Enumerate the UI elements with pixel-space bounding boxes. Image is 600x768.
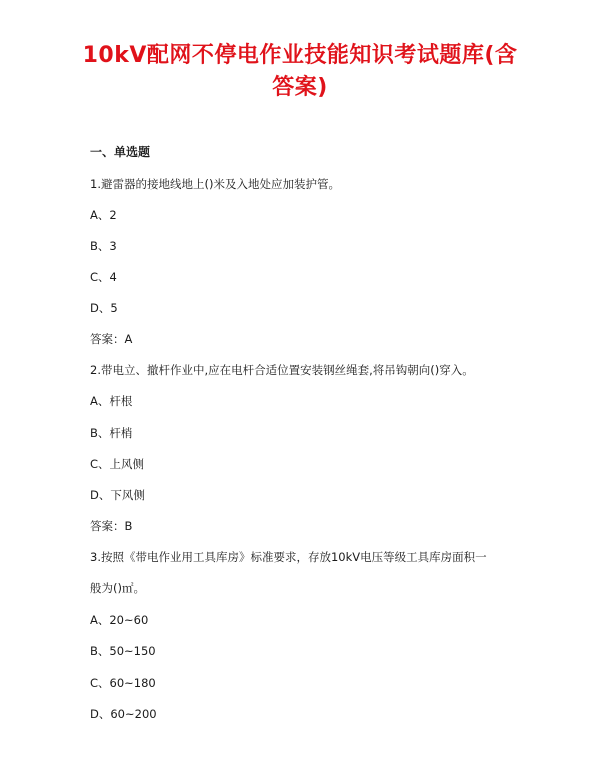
question-1-option-a: A、2 bbox=[90, 208, 117, 222]
question-1-option-d: D、5 bbox=[90, 301, 118, 315]
question-1-option-b: B、3 bbox=[90, 239, 117, 253]
question-3-option-d: D、60~200 bbox=[90, 707, 157, 721]
question-3-option-a: A、20~60 bbox=[90, 613, 149, 627]
question-1-stem: 1.避雷器的接地线地上()米及入地处应加装护管。 bbox=[90, 177, 340, 191]
question-3-option-b: B、50~150 bbox=[90, 644, 156, 658]
question-3-stem-line-1: 3.按照《带电作业用工具库房》标准要求，存放10kV电压等级工具库房面积一 bbox=[90, 550, 487, 564]
section-heading: 一、单选题 bbox=[90, 145, 151, 159]
question-3-option-c: C、60~180 bbox=[90, 676, 156, 690]
question-3-stem-line-2: 般为()㎡。 bbox=[90, 581, 145, 595]
question-2-stem: 2.带电立、撤杆作业中,应在电杆合适位置安装钢丝绳套,将吊钩朝向()穿入。 bbox=[90, 363, 474, 377]
document-title bbox=[40, 40, 560, 104]
title-line-1: 10kV配网不停电作业技能知识考试题库(含 bbox=[82, 43, 518, 68]
question-1-answer: 答案：A bbox=[90, 332, 133, 346]
question-1-option-c: C、4 bbox=[90, 270, 117, 284]
question-2-option-d: D、下风侧 bbox=[90, 488, 145, 502]
question-2-option-c: C、上风侧 bbox=[90, 457, 145, 471]
title-line-2: 答案) bbox=[272, 75, 328, 100]
question-2-option-b: B、杆梢 bbox=[90, 426, 133, 440]
question-2-answer: 答案：B bbox=[90, 519, 133, 533]
question-2-option-a: A、杆根 bbox=[90, 394, 133, 408]
